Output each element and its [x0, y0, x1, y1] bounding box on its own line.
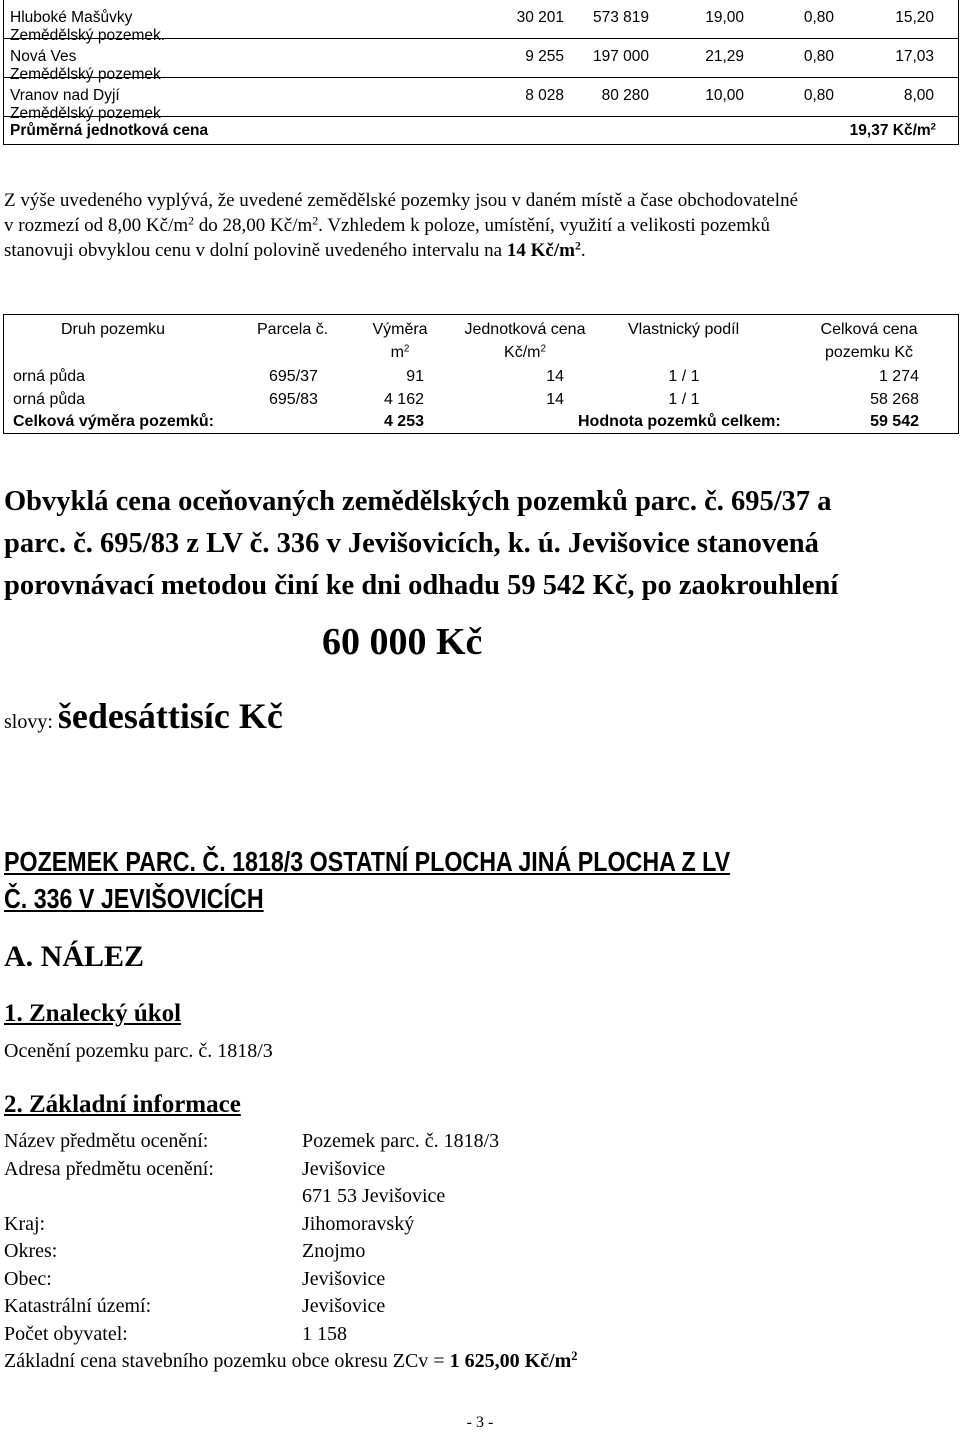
- total-value-label: Hodnota pozemků celkem:: [578, 413, 781, 430]
- info-value: Pozemek parc. č. 1818/3: [302, 1130, 500, 1152]
- conclusion-line: Obvyklá cena oceňovaných zemědělských pozemků parc. č. 695/37 a: [4, 486, 832, 517]
- total-area-value: 4 253: [383, 413, 424, 430]
- average-row: [4, 117, 958, 144]
- adjusted-price-value: 15,20: [895, 9, 934, 26]
- adjusted-price-value: 8,00: [903, 87, 934, 104]
- price-value: 573 819: [592, 9, 649, 26]
- info-value: 1 158: [302, 1323, 347, 1345]
- table-row: [4, 0, 958, 44]
- info-value: Jevišovice: [302, 1295, 386, 1317]
- info-key: Název předmětu ocenění:: [4, 1130, 209, 1152]
- info-value: Jevišovice: [302, 1268, 386, 1290]
- price-in-words: [4, 695, 283, 737]
- paragraph-line: v rozmezí od 8,00 $Kč/m^2$ do 28,00 $Kč/m^2$. Vzhledem k poloze, umístění, využití a velikosti pozemků: [4, 214, 771, 236]
- coefficient-value: 0,80: [803, 87, 834, 104]
- header-parcela: Parcela č.: [257, 321, 329, 338]
- row-podil: 1 / 1: [668, 391, 700, 408]
- coefficient-value: 0,80: [803, 9, 834, 26]
- header-celkova-unit: pozemku Kč: [824, 344, 914, 361]
- info-key: Obec:: [4, 1268, 52, 1290]
- final-price: 60 000 Kč: [322, 621, 483, 663]
- info-key: Základní cena stavebního pozemku obce okresu ZCv =: [4, 1350, 450, 1372]
- parcel-table: [3, 314, 959, 434]
- coefficient-value: 0,80: [803, 48, 834, 65]
- land-type: Zemědělský pozemek: [10, 66, 161, 83]
- unit-price-value: 19,00: [705, 9, 744, 26]
- row-vymera: 91: [406, 368, 424, 385]
- heading-nalez: A. NÁLEZ: [4, 940, 145, 973]
- info-key: Katastrální území:: [4, 1295, 152, 1317]
- price-value: 197 000: [592, 48, 649, 65]
- info-value: 1 625,00 Kč/m: [449, 1350, 572, 1372]
- header-vymera: Výměra: [372, 321, 428, 338]
- average-label: Průměrná jednotková cena: [10, 122, 209, 139]
- total-area-label: Celková výměra pozemků:: [13, 413, 214, 430]
- conclusion-line: parc. č. 695/83 z LV č. 336 v Jevišovicích, k. ú. Jevišovice stanovená: [4, 528, 819, 559]
- header-celkova: Celková cena: [820, 321, 918, 338]
- page-number: - 3 -: [466, 1414, 494, 1431]
- land-type: Zemědělský pozemek: [10, 105, 161, 122]
- area-value: 9 255: [525, 48, 564, 65]
- heading-basic-info: 2. Základní informace: [4, 1091, 241, 1118]
- unit-price-value: 10,00: [705, 87, 744, 104]
- info-value: Jihomoravský: [302, 1213, 415, 1235]
- adjusted-price-value: 17,03: [895, 48, 934, 65]
- header-jednotkova-unit: $Kč/m^2$: [504, 343, 546, 361]
- header-jednotkova: Jednotková cena: [464, 321, 586, 338]
- unit-price-value: 21,29: [705, 48, 744, 65]
- table-row: [4, 39, 958, 83]
- area-value: 30 201: [516, 9, 564, 26]
- row-podil: 1 / 1: [668, 368, 700, 385]
- row-vymera: 4 162: [383, 391, 424, 408]
- total-value: 59 542: [870, 413, 919, 430]
- area-value: 8 028: [525, 87, 564, 104]
- table-row: [4, 78, 958, 122]
- header-podil: Vlastnický podíl: [628, 321, 740, 338]
- paragraph-line: stanovuji obvyklou cenu v dolní polovině uvedeného intervalu na 14 $Kč/m^2$.: [4, 239, 586, 261]
- section-title: POZEMEK PARC. Č. 1818/3 OSTATNÍ PLOCHA JINÁ PLOCHA Z LV Č. 336 V JEVIŠOVICÍCH: [4, 846, 731, 914]
- conclusion-line: porovnávací metodou činí ke dni odhadu 59 542 Kč, po zaokrouhlení: [4, 570, 839, 601]
- row-parcela: 695/83: [269, 391, 318, 408]
- location-name: Vranov nad Dyjí: [10, 87, 120, 104]
- row-parcela: 695/37: [269, 368, 318, 385]
- location-name: Nová Ves: [10, 48, 77, 65]
- row-druh: orná půda: [13, 391, 86, 408]
- row-jednotkova: 14: [546, 391, 564, 408]
- info-key: Počet obyvatel:: [4, 1323, 128, 1345]
- land-type: Zemědělský pozemek.: [10, 27, 166, 44]
- row-celkem: 1 274: [878, 368, 919, 385]
- info-key: Okres:: [4, 1240, 58, 1262]
- header-druh: Druh pozemku: [61, 321, 166, 338]
- paragraph-line: Z výše uvedeného vyplývá, že uvedené zemědělské pozemky jsou v daném místě a čase obchodovatelné: [4, 190, 799, 211]
- conclusion-paragraph: [4, 188, 954, 263]
- info-key: Kraj:: [4, 1213, 46, 1235]
- task-text: Ocenění pozemku parc. č. 1818/3: [4, 1040, 273, 1062]
- words-value: šedesáttisíc Kč: [57, 696, 283, 736]
- average-value: 19,37 $Kč/m^2$: [849, 121, 936, 139]
- base-price-row: Základní cena stavebního pozemku obce okresu ZCv = 1 625,00 $Kč/m^2$: [4, 1349, 578, 1372]
- row-druh: orná půda: [13, 368, 86, 385]
- info-value: Jevišovice: [302, 1158, 386, 1180]
- info-key: Adresa předmětu ocenění:: [4, 1158, 214, 1180]
- location-name: Hluboké Mašůvky: [10, 9, 133, 26]
- heading-task: 1. Znalecký úkol: [4, 1000, 182, 1027]
- row-celkem: 58 268: [870, 391, 919, 408]
- info-value: Znojmo: [302, 1240, 366, 1262]
- final-conclusion: [4, 481, 954, 607]
- info-value: 671 53 Jevišovice: [302, 1185, 446, 1207]
- header-vymera-unit: $m^2$: [390, 343, 410, 361]
- comparison-table: [3, 0, 959, 145]
- price-value: 80 280: [601, 87, 649, 104]
- row-jednotkova: 14: [546, 368, 564, 385]
- words-label: slovy:: [4, 711, 58, 733]
